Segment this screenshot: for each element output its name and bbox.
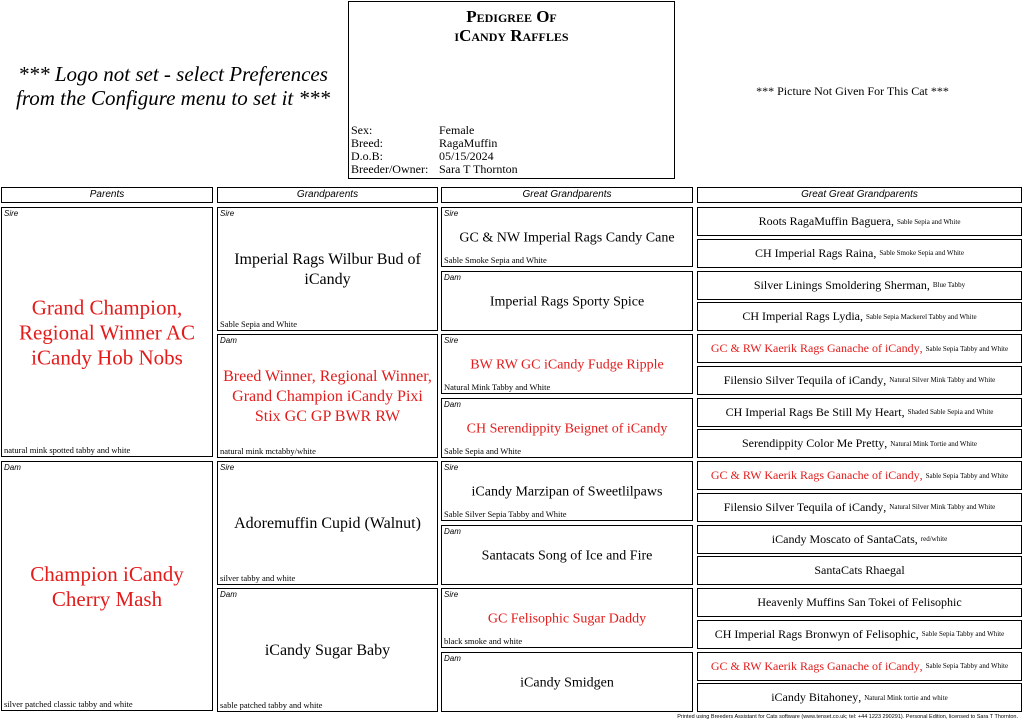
great-great-grandparent-colour: Shaded Sable Sepia and White [907,408,994,416]
great-grandparent-cell [441,271,693,331]
sire-name: Grand Champion, Regional Winner AC iCandy Hob Nobs [18,295,196,370]
great-grandparent-colour: Natural Mink Tabby and White [444,382,551,392]
separator: , [860,309,866,324]
dam-colour: silver patched classic tabby and white [4,699,133,709]
great-great-grandparent-colour: Sable Sepia and White [896,217,961,226]
grandparent-colour: natural mink mctabby/white [220,446,316,456]
separator: , [883,372,890,387]
great-grandparent-colour: Sable Silver Sepia Tabby and White [444,509,567,519]
column-header-grandparents: Grandparents [217,187,438,203]
great-great-grandparent-name: GC & RW Kaerik Rags Ganache of iCandy [710,341,920,355]
great-great-grandparent-colour: Natural Mink Tortie and White [890,439,978,448]
great-great-grandparent-cell [697,683,1022,712]
separator: , [919,468,926,482]
great-great-grandparent-cell [697,461,1022,490]
great-grandparent-name: Santacats Song of Ice and Fire [481,548,653,563]
grandparent-colour: Sable Sepia and White [220,319,298,329]
great-great-grandparent-colour: red/white [920,535,948,543]
great-great-grandparent-cell [697,493,1022,522]
grandparent-name: Breed Winner, Regional Winner, Grand Champion iCandy Pixi Stix GC GP BWR RW [223,368,432,425]
grandparent-colour: silver tabby and white [220,573,296,583]
great-great-grandparent-cell [697,302,1022,331]
detail-value: RagaMuffin [439,136,498,150]
great-great-grandparent-colour: Blue Tabby [932,281,966,289]
picture-note: *** Picture Not Given For This Cat *** [756,84,949,98]
pedigree-title-box [348,1,675,179]
great-grandparent-name: GC Felisophic Sugar Daddy [487,611,647,627]
separator: , [883,499,890,514]
separator: , [919,341,926,355]
great-grandparent-cell [441,398,693,458]
cat-name-title: iCandy Raffles [454,26,569,45]
great-great-grandparent-name: GC & RW Kaerik Rags Ganache of iCandy [710,658,920,673]
great-grandparent-name: iCandy Smidgen [520,675,614,690]
column-header-parents: Parents [1,187,213,203]
role-label-dam: Dam [444,653,461,663]
great-grandparent-colour: Sable Sepia and White [444,445,522,456]
great-great-grandparent-colour: Natural Mink tortie and white [864,693,948,702]
great-great-grandparent-colour: Natural Silver Mink Tabby and White [889,376,996,385]
separator: , [873,245,880,260]
separator: , [926,277,933,292]
detail-label: Breeder/Owner: [351,162,429,176]
separator: , [919,658,926,673]
dam-cell [1,461,213,711]
role-label-sire: Sire [220,209,235,218]
role-label-dam: Dam [220,590,237,599]
role-label-sire: Sire [444,590,459,599]
separator: , [901,404,908,419]
great-grandparent-cell [441,588,693,648]
separator: , [858,690,865,705]
great-grandparent-cell [441,207,693,267]
great-great-grandparent-name: Filensio Silver Tequila of iCandy [723,499,884,514]
footer-note: Printed using Breeders Assistant for Cats software (www.tenset.co.uk; tel: +44 1223 290291). Personal Edition, licensed to Sara T Thornton. [677,714,1018,720]
role-label-sire: Sire [4,209,19,218]
great-great-grandparent-cell [697,429,1022,458]
detail-label: Breed: [351,136,383,150]
role-label-dam: Dam [220,336,237,345]
separator: , [915,626,922,641]
role-label-sire: Sire [444,209,459,218]
great-grandparent-name: BW RW GC iCandy Fudge Ripple [470,357,664,373]
separator: , [884,436,891,451]
grandparent-name: Imperial Rags Wilbur Bud of iCandy [234,251,421,288]
great-grandparent-name: CH Serendippity Beignet of iCandy [466,421,668,436]
great-great-grandparent-name: Silver Linings Smoldering Sherman [753,277,927,292]
great-great-grandparent-name: Serendippity Color Me Pretty [741,436,885,451]
column-header-great-grandparents: Great Grandparents [441,187,693,203]
great-great-grandparent-cell [697,525,1022,554]
grandparent-name: Adoremuffin Cupid (Walnut) [234,515,421,532]
great-grandparent-cell [441,652,693,712]
detail-label: Sex: [351,123,373,137]
separator: , [914,531,921,546]
great-great-grandparent-colour: Sable Sepia Mackerel Tabby and White [866,312,977,321]
great-great-grandparent-cell [697,620,1022,649]
great-great-grandparent-name: iCandy Moscato of SantaCats [771,531,915,546]
great-grandparent-colour: black smoke and white [444,636,523,646]
great-grandparent-cell [441,461,693,521]
title-line-1: Pedigree Of [466,7,557,26]
role-label-dam: Dam [444,399,461,409]
great-grandparent-name: Imperial Rags Sporty Spice [489,294,645,309]
great-great-grandparent-cell [697,334,1022,363]
detail-value: Sara T Thornton [439,162,518,176]
great-great-grandparent-name: Heavenly Muffins San Tokei of Felisophic [757,595,962,609]
great-great-grandparent-cell [697,271,1022,300]
great-great-grandparent-colour: Sable Sepia Tabby and White [925,471,1009,480]
role-label-dam: Dam [444,526,461,536]
sire-cell [1,207,213,457]
great-great-grandparent-colour: Sable Sepia Tabby and White [925,662,1009,670]
great-great-grandparent-name: Filensio Silver Tequila of iCandy [723,372,884,387]
great-grandparent-name: iCandy Marzipan of Sweetlilpaws [471,484,663,500]
great-great-grandparent-cell [697,207,1022,236]
dam-name: Champion iCandy Cherry Mash [30,562,184,611]
role-label-dam: Dam [4,463,21,472]
role-label-sire: Sire [444,463,459,472]
great-great-grandparent-name: CH Imperial Rags Be Still My Heart [725,404,902,419]
great-great-grandparent-cell [697,366,1022,395]
detail-label: D.o.B: [351,149,384,163]
pedigree-title [349,7,674,45]
great-grandparent-cell [441,334,693,394]
grandparent-cell [217,207,438,331]
great-great-grandparent-cell [697,588,1022,617]
grandparent-cell [217,334,438,458]
grandparent-colour: sable patched tabby and white [220,700,323,710]
great-great-grandparent-colour: Natural Silver Mink Tabby and White [889,503,996,512]
grandparent-name: iCandy Sugar Baby [264,642,391,659]
detail-value: 05/15/2024 [439,149,494,163]
cat-details [351,124,518,176]
detail-row [351,163,518,176]
great-great-grandparent-cell [697,239,1022,268]
role-label-sire: Sire [220,463,235,472]
grandparent-cell [217,461,438,585]
great-great-grandparent-name: SantaCats Rhaegal [814,563,905,578]
great-great-grandparent-colour: Sable Smoke Sepia and White [879,249,964,258]
role-label-sire: Sire [444,336,459,345]
column-header-great-great-grandparents: Great Great Grandparents [697,187,1022,203]
separator: , [890,214,897,228]
role-label-dam: Dam [444,272,461,282]
grandparent-cell [217,588,438,712]
detail-value: Female [439,123,475,137]
great-great-grandparent-cell [697,398,1022,427]
great-grandparent-name: GC & NW Imperial Rags Candy Cane [459,230,675,246]
great-great-grandparent-cell [697,556,1022,585]
sire-colour: natural mink spotted tabby and white [4,445,131,455]
logo-placeholder-note: *** Logo not set - select Preferences from the Configure menu to set it *** [15,62,330,110]
great-grandparent-colour: Sable Smoke Sepia and White [444,255,547,265]
great-great-grandparent-colour: Sable Sepia Tabby and White [921,630,1005,639]
great-great-grandparent-name: iCandy Bitahoney [771,690,859,705]
great-great-grandparent-name: CH Imperial Rags Lydia [742,309,860,324]
great-great-grandparent-name: Roots RagaMuffin Baguera [758,214,891,228]
great-grandparent-cell [441,525,693,585]
great-great-grandparent-name: GC & RW Kaerik Rags Ganache of iCandy [710,468,920,482]
great-great-grandparent-name: CH Imperial Rags Bronwyn of Felisophic [714,626,916,641]
great-great-grandparent-name: CH Imperial Rags Raina [755,245,874,260]
great-great-grandparent-cell [697,652,1022,681]
great-great-grandparent-colour: Sable Sepia Tabby and White [925,344,1009,353]
